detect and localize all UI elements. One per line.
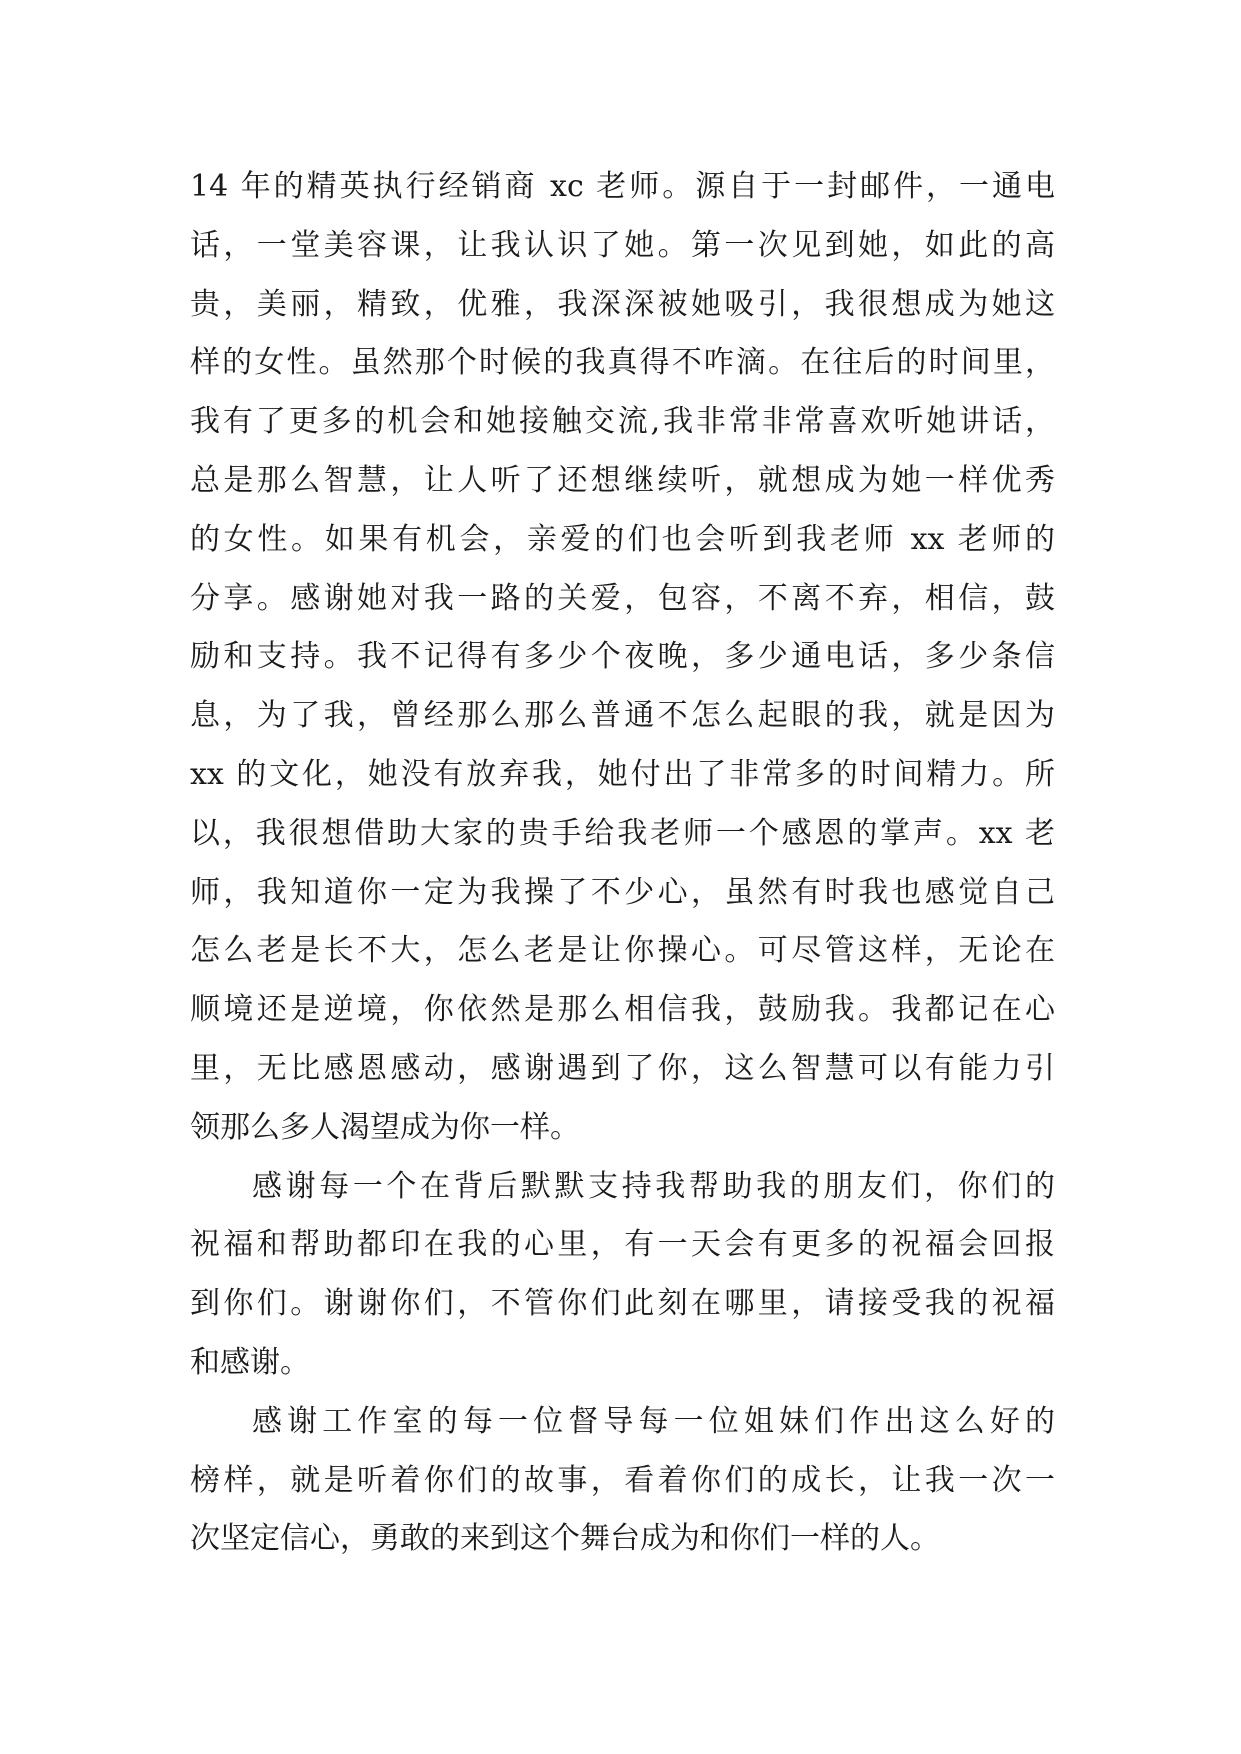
text-line: 和感谢。 [190, 1344, 310, 1380]
text-line: 息，为了我，曾经那么那么普通不怎么起眼的我，就是因为 [190, 698, 1055, 734]
text-line: 领那么多人渴望成为你一样。 [190, 1109, 580, 1145]
text-line: 贵，美丽，精致，优雅，我深深被她吸引，我很想成为她这 [190, 286, 1055, 322]
text-line: 我有了更多的机会和她接触交流,我非常非常喜欢听她讲话， [190, 404, 1055, 440]
text-line: 榜样，就是听着你们的故事，看着你们的成长，让我一次一 [190, 1462, 1055, 1498]
text-line: 话，一堂美容课，让我认识了她。第一次见到她，如此的高 [190, 227, 1055, 263]
text-line: 样的女性。虽然那个时候的我真得不咋滴。在往后的时间里， [190, 345, 1055, 381]
text-line: 感谢每一个在背后默默支持我帮助我的朋友们，你们的 [252, 1168, 1055, 1204]
text-line: 分享。感谢她对我一路的关爱，包容，不离不弃，相信，鼓 [190, 580, 1055, 616]
text-line: 师，我知道你一定为我操了不少心，虽然有时我也感觉自己 [190, 874, 1055, 910]
text-line: 里，无比感恩感动，感谢遇到了你，这么智慧可以有能力引 [190, 1050, 1055, 1086]
text-line: 14 年的精英执行经销商 xc 老师。源自于一封邮件，一通电 [190, 169, 1055, 204]
text-line: 励和支持。我不记得有多少个夜晚，多少通电话，多少条信 [190, 639, 1055, 675]
text-line: 顺境还是逆境，你依然是那么相信我，鼓励我。我都记在心 [190, 992, 1055, 1028]
text-line: 怎么老是长不大，怎么老是让你操心。可尽管这样，无论在 [190, 933, 1055, 969]
body-text [190, 158, 1055, 1569]
text-line: 的女性。如果有机会，亲爱的们也会听到我老师 xx 老师的 [190, 521, 1055, 557]
text-line: 感谢工作室的每一位督导每一位姐妹们作出这么好的 [252, 1403, 1055, 1439]
text-line: 以，我很想借助大家的贵手给我老师一个感恩的掌声。xx 老 [190, 815, 1055, 851]
text-line: 总是那么智慧，让人听了还想继续听，就想成为她一样优秀 [190, 462, 1055, 498]
text-line: 次坚定信心，勇敢的来到这个舞台成为和你们一样的人。 [190, 1521, 940, 1557]
text-line: 祝福和帮助都印在我的心里，有一天会有更多的祝福会回报 [190, 1227, 1055, 1263]
text-line: xx 的文化，她没有放弃我，她付出了非常多的时间精力。所 [190, 756, 1055, 792]
text-line: 到你们。谢谢你们，不管你们此刻在哪里，请接受我的祝福 [190, 1286, 1055, 1322]
